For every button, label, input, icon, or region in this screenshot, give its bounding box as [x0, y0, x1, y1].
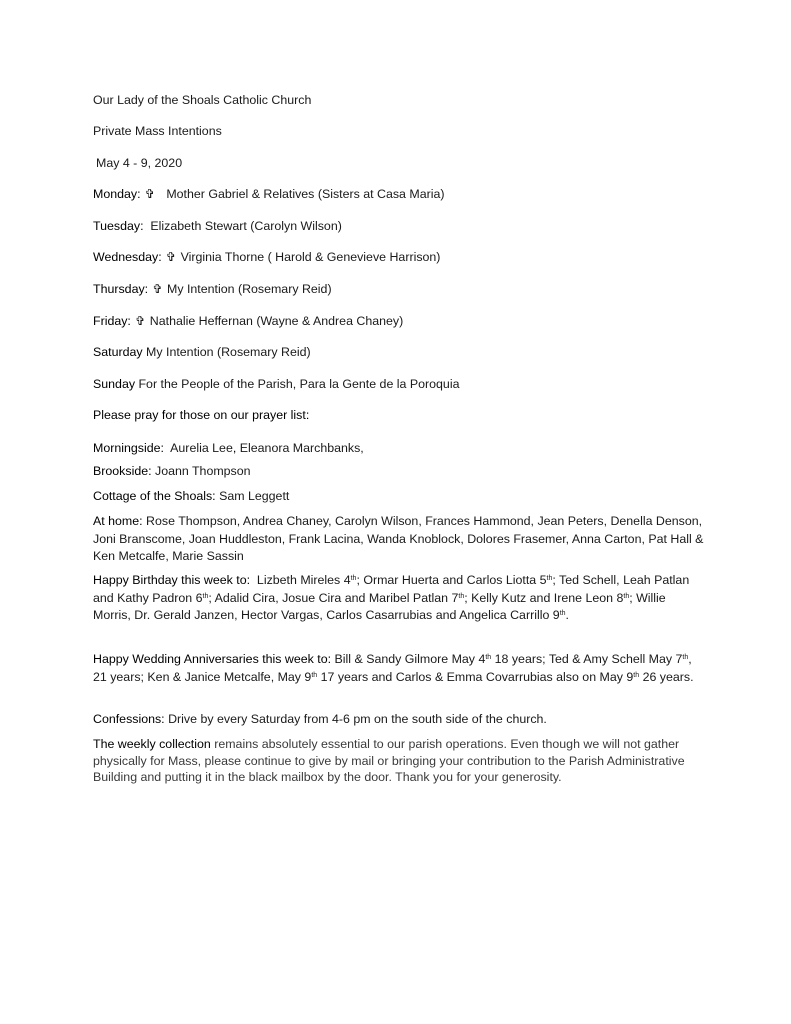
prayer-cottage: Cottage of the Shoals: Sam Leggett — [93, 489, 290, 503]
anniversaries-label: Happy Wedding Anniversaries this week to: — [93, 652, 332, 666]
day-label: Friday: — [93, 314, 131, 328]
intention-monday — [93, 186, 705, 204]
intention-text: Nathalie Heffernan (Wayne & Andrea Chaney) — [149, 314, 404, 328]
day-label: Thursday: — [93, 282, 149, 296]
intention-text: For the People of the Parish, Para la Gente de la Poroquia — [138, 377, 460, 391]
confessions: Confessions: Drive by every Saturday from 4-6 pm on the south side of the church. — [93, 712, 547, 726]
page-subtitle: Private Mass Intentions — [93, 124, 222, 138]
cross-icon: ✞ — [165, 250, 177, 264]
intention-thursday — [93, 281, 705, 299]
prayer-morningside: Morningside: Aurelia Lee, Eleanora Marchbanks, — [93, 441, 364, 455]
birthdays-label: Happy Birthday this week to: — [93, 573, 251, 587]
location-label: Morningside: — [93, 441, 164, 455]
day-label: Saturday — [93, 345, 143, 359]
location-label: At home: — [93, 514, 143, 528]
confessions-label: Confessions: — [93, 712, 165, 726]
day-label: Monday: — [93, 187, 141, 201]
location-label: Cottage of the Shoals: — [93, 489, 216, 503]
church-name: Our Lady of the Shoals Catholic Church — [93, 93, 312, 107]
cross-icon: ✞ — [152, 282, 163, 296]
intention-text: Mother Gabriel & Relatives (Sisters at Casa Maria) — [166, 187, 445, 201]
prayer-list-heading: Please pray for those on our prayer list: — [93, 408, 310, 422]
day-label: Sunday — [93, 377, 136, 391]
birthdays: Happy Birthday this week to: Lizbeth Mireles 4th; Ormar Huerta and Carlos Liotta 5th; Ted Schell, Leah Patlan and Kathy Padron 6th; Adalid Cira, Josue Cira and Maribel Patlan 7th; Kelly Kutz and Irene Leon 8th; Willie Morris, Dr. Gerald Janzen, Hector Vargas, Carlos Casarrubias and Angelica Carrillo 9th. — [93, 573, 690, 622]
intention-friday — [93, 313, 705, 331]
intention-text: My Intention (Rosemary Reid) — [167, 282, 332, 296]
intention-text: My Intention (Rosemary Reid) — [146, 345, 311, 359]
day-label: Tuesday: — [93, 219, 144, 233]
prayer-at-home: At home: Rose Thompson, Andrea Chaney, Carolyn Wilson, Frances Hammond, Jean Peters, Denella Denson, Joni Branscome, Joan Huddleston, Frank Lacina, Wanda Knoblock, Dolores Frasemer, Anna Carton, Pat Hall & Ken Metcalfe, Marie Sassin — [93, 514, 704, 563]
prayer-brookside: Brookside: Joann Thompson — [93, 464, 251, 478]
anniversaries: Happy Wedding Anniversaries this week to: Bill & Sandy Gilmore May 4th 18 years; Ted & Amy Schell May 7th, 21 years; Ken & Janice Metcalfe, May 9th 17 years and Carlos & Emma Covarrubias also on May 9th 26 years. — [93, 652, 694, 684]
intention-text: Virginia Thorne ( Harold & Genevieve Harrison) — [180, 250, 441, 264]
day-label: Wednesday: — [93, 250, 162, 264]
intention-tuesday — [93, 218, 705, 236]
intention-text: Elizabeth Stewart (Carolyn Wilson) — [150, 219, 342, 233]
intention-saturday — [93, 344, 705, 362]
cross-icon: ✞ — [135, 314, 146, 328]
location-label: Brookside: — [93, 464, 152, 478]
cross-icon: ✞ — [144, 187, 156, 201]
date-range: May 4 - 9, 2020 — [96, 156, 183, 170]
weekly-collection: The weekly collection remains absolutely essential to our parish operations. Even though we will not gather physically for Mass, please continue to give by mail or bringing your contribution to the Parish Administrative Building and putting it in the black mailbox by the door. Thank you for your generosity. — [93, 737, 685, 784]
intention-sunday — [93, 376, 705, 394]
intention-wednesday — [93, 249, 705, 267]
collection-label: The weekly collection — [93, 737, 211, 751]
